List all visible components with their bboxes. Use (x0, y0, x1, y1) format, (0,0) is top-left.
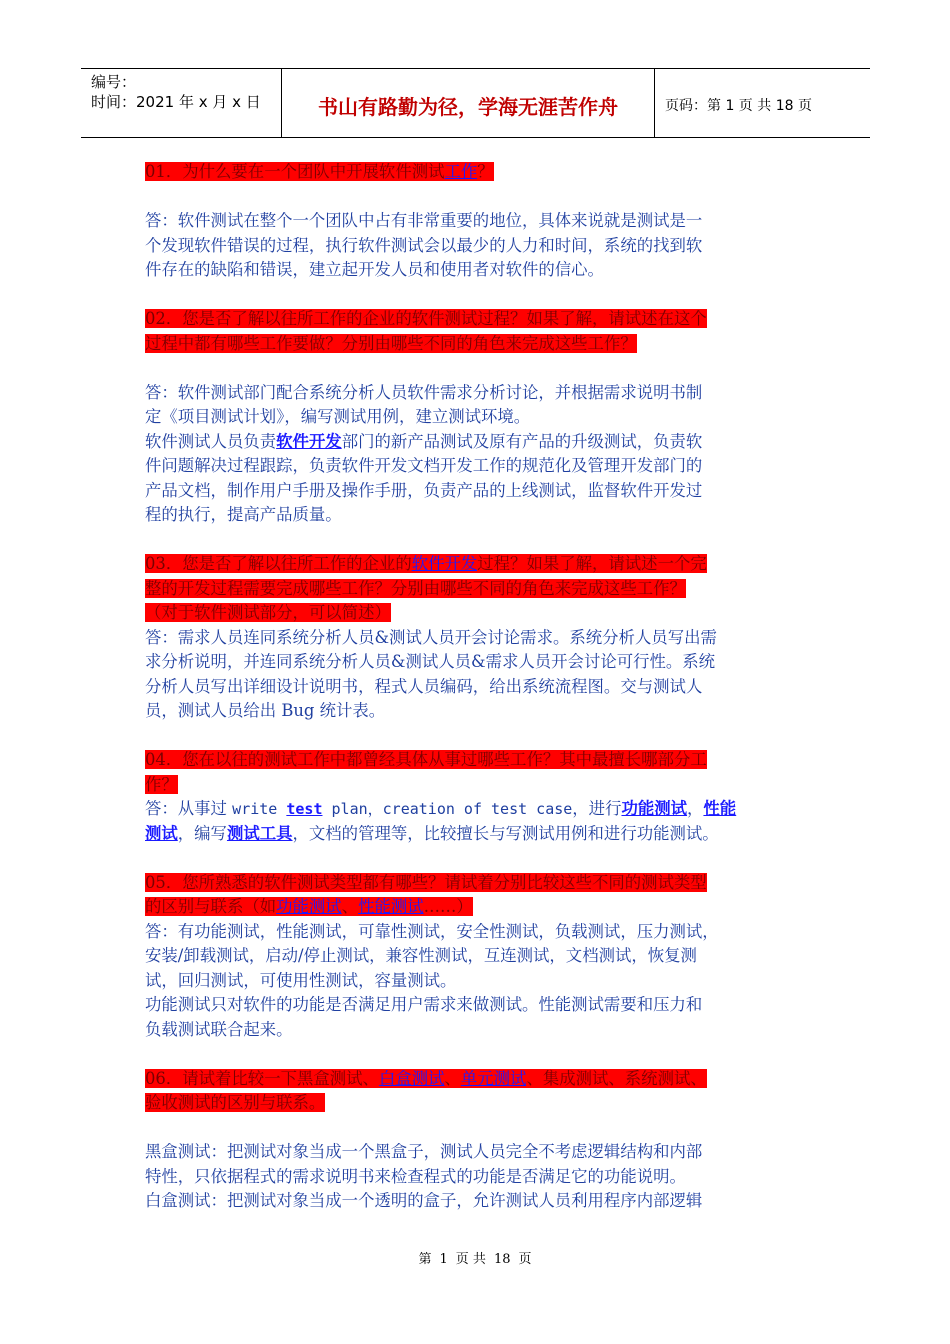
answer-text: 负载测试联合起来。 (145, 1019, 293, 1039)
question-link[interactable]: 功能测试 (276, 897, 342, 916)
question-line (145, 552, 805, 577)
answer-line (145, 1165, 805, 1190)
question-link[interactable]: 软件开发 (411, 554, 478, 573)
doc-number-label: 编号： (91, 73, 137, 91)
answer-link[interactable]: test (286, 800, 323, 818)
answer-line (145, 699, 805, 724)
header-motto-cell (282, 69, 655, 137)
question-line (145, 307, 805, 332)
answer-line (145, 405, 805, 430)
doc-date-label: 时间：2021 年 x 月 x 日 (91, 93, 261, 111)
footer-prefix: 第 (418, 1252, 432, 1267)
question-text: 的区别与联系（如 (145, 897, 277, 916)
question-text: 03．您是否了解以往所工作的企业的 (145, 554, 412, 573)
answer-text: 求分析说明，并连同系统分析人员&测试人员&需求人员开会讨论可行性。系统 (145, 652, 716, 671)
header-page-cell (655, 69, 870, 137)
answer-line (145, 209, 805, 234)
answer-text: 软件测试人员负责 (145, 431, 277, 451)
answer-link[interactable]: 软件开发 (276, 431, 342, 451)
footer-mid: 页 共 (455, 1252, 486, 1267)
answer-link[interactable]: 性能 (703, 799, 737, 818)
answer-line (145, 1018, 805, 1043)
answer-line (145, 797, 805, 822)
question-text: 验收测试的区别与联系。 (145, 1093, 326, 1112)
answer-line (145, 430, 805, 455)
question-link[interactable]: 工作 (444, 162, 478, 181)
question-line (145, 1091, 805, 1116)
answer-line (145, 454, 805, 479)
answer-line (145, 993, 805, 1018)
answer-line (145, 234, 805, 259)
answer-text: 答：软件测试部门配合系统分析人员软件需求分析讨论，并根据需求说明书制 (145, 382, 703, 402)
question-link[interactable]: 单元测试 (460, 1068, 527, 1088)
question-line (145, 577, 805, 602)
answer-line (145, 1189, 805, 1214)
answer-text: 员，测试人员给出 Bug 统计表。 (145, 701, 386, 720)
answer-link[interactable]: 功能测试 (621, 799, 688, 818)
question-text: 04．您在以往的测试工作中都曾经具体从事过哪些工作？其中最擅长哪部分工 (145, 750, 707, 769)
question-text: 01．为什么要在一个团队中开展软件测试 (145, 162, 445, 181)
page-footer (0, 1248, 950, 1267)
answer-line (145, 1140, 805, 1165)
question-line (145, 160, 805, 185)
qa-block (145, 1067, 805, 1214)
answer-text: ， (687, 799, 704, 818)
answer-link[interactable]: 测试工具 (226, 823, 293, 843)
answer-text: 答：有功能测试，性能测试，可靠性测试，安全性测试，负载测试，压力测试， (145, 921, 719, 941)
qa-block (145, 552, 805, 748)
answer-line (145, 503, 805, 528)
answer-text: 安装/卸载测试，启动/停止测试，兼容性测试，互连测试，文档测试，恢复测 (145, 946, 697, 965)
answer-line (145, 822, 805, 847)
answer-text: 黑盒测试：把测试对象当成一个黑盒子，测试人员完全不考虑逻辑结构和内部 (145, 1142, 703, 1161)
question-text: 过程中都有哪些工作要做？分别由哪些不同的角色来完成这些工作？ (145, 333, 637, 353)
footer-total-pages: 18 (493, 1252, 511, 1267)
footer-suffix: 页 (518, 1252, 532, 1267)
answer-text: 答：软件测试在整个一个团队中占有非常重要的地位，具体来说就是测试是一 (145, 211, 703, 230)
question-link[interactable]: 性能测试 (358, 897, 424, 916)
question-text: 作？ (145, 774, 178, 794)
answer-text: 试，回归测试，可使用性测试，容量测试。 (145, 970, 457, 990)
question-line (145, 895, 805, 920)
answer-link[interactable]: 测试 (145, 823, 178, 843)
answer-text: 件存在的缺陷和错误，建立起开发人员和使用者对软件的信心。 (145, 260, 604, 279)
answer-text: write (232, 800, 287, 818)
question-text: ……） (423, 897, 473, 916)
answer-text: 答：需求人员连同系统分析人员&测试人员开会讨论需求。系统分析人员写出需 (145, 627, 717, 647)
question-text: （对于软件测试部分，可以简述） (145, 603, 391, 622)
question-line (145, 601, 805, 626)
question-text: 过程？如果了解，请试述一个完 (477, 554, 707, 573)
question-line (145, 871, 805, 896)
motto-title: 书山有路勤为径，学海无涯苦作舟 (318, 95, 618, 119)
answer-text: 特性，只依据程式的需求说明书来检查程式的功能是否满足它的功能说明。 (145, 1166, 686, 1186)
answer-text: ，进行 (572, 799, 622, 818)
question-line (145, 773, 805, 798)
question-text: 、 (341, 897, 359, 916)
answer-text: 件问题解决过程跟踪，负责软件开发文档开发工作的规范化及管理开发部门的 (145, 456, 703, 475)
question-text: 05．您所熟悉的软件测试类型都有哪些？请试着分别比较这些不同的测试类型 (145, 872, 707, 892)
question-line (145, 1067, 805, 1092)
answer-line (145, 258, 805, 283)
question-text: ？ (477, 162, 494, 181)
qa-block (145, 748, 805, 871)
question-text: 、集成测试、系统测试、 (526, 1068, 707, 1088)
answer-text: 分析人员写出详细设计说明书，程式人员编码，给出系统流程图。交与测试人 (145, 676, 703, 696)
header-meta-cell (81, 69, 282, 137)
qa-block (145, 160, 805, 307)
answer-line (145, 479, 805, 504)
document-body (145, 160, 805, 1214)
answer-text: 产品文档，制作用户手册及操作手册，负责产品的上线测试，监督软件开发过 (145, 480, 703, 500)
answer-text: 程的执行，提高产品质量。 (145, 505, 342, 524)
qa-block (145, 307, 805, 552)
answer-line (145, 969, 805, 994)
footer-page-number: 1 (439, 1252, 448, 1267)
question-text: 、 (444, 1068, 461, 1088)
answer-text: ，文档的管理等，比较擅长与写测试用例和进行功能测试。 (292, 823, 719, 843)
answer-text: 功能测试只对软件的功能是否满足用户需求来做测试。性能测试需要和压力和 (145, 995, 703, 1014)
answer-line (145, 650, 805, 675)
question-text: 06．请试着比较一下黑盒测试、 (145, 1068, 379, 1088)
answer-text: 白盒测试：把测试对象当成一个透明的盒子，允许测试人员利用程序内部逻辑 (145, 1191, 703, 1210)
question-text: 02．您是否了解以往所工作的企业的软件测试过程？如果了解，请试述在这个 (145, 309, 707, 328)
answer-text: 答：从事过 (145, 799, 233, 818)
answer-line (145, 920, 805, 945)
answer-line (145, 944, 805, 969)
answer-text: 定《项目测试计划》，编写测试用例，建立测试环境。 (145, 407, 531, 426)
answer-text: 部门的新产品测试及原有产品的升级测试，负责软 (341, 431, 703, 451)
answer-line (145, 675, 805, 700)
answer-text: ，编写 (177, 823, 227, 843)
question-link[interactable]: 白盒测试 (378, 1068, 445, 1088)
question-line (145, 748, 805, 773)
question-text: 整的开发过程需要完成哪些工作？分别由哪些不同的角色来完成这些工作？ (145, 578, 686, 598)
answer-text: plan，creation of test case (322, 800, 573, 818)
header-table (81, 68, 870, 138)
page-info: 页码：第 1 页 共 18 页 (665, 98, 812, 114)
question-line (145, 332, 805, 357)
answer-line (145, 626, 805, 651)
answer-line (145, 381, 805, 406)
qa-block (145, 871, 805, 1067)
answer-text: 个发现软件错误的过程，执行软件测试会以最少的人力和时间，系统的找到软 (145, 235, 703, 255)
